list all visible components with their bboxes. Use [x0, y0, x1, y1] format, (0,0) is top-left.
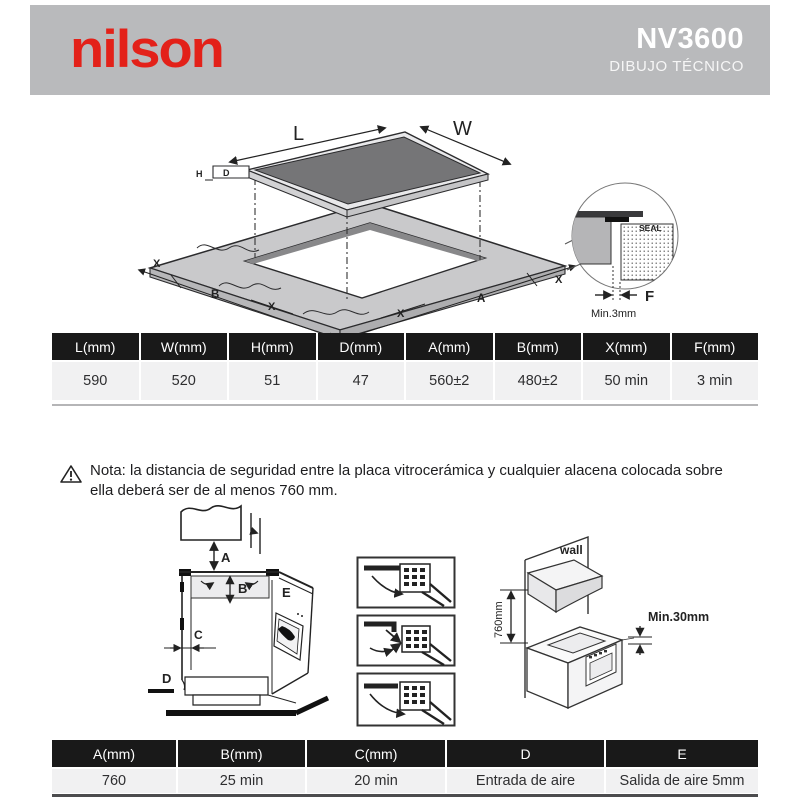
dimension-value: 480±2: [495, 362, 582, 400]
glass-section: [571, 211, 643, 217]
vent-detail-3: [356, 672, 456, 727]
dimension-label-a: A: [477, 293, 486, 305]
dimension-value: 560±2: [406, 362, 493, 400]
vent-detail-column: [356, 556, 456, 727]
seal-detail-drawing: [563, 178, 695, 326]
column-header: D: [447, 740, 604, 767]
clearance-label-x: X: [153, 258, 161, 270]
oven-installation-drawing: [146, 498, 351, 726]
header-right: [609, 24, 744, 75]
dimension-value: 47: [318, 362, 405, 400]
column-header: F(mm): [672, 333, 759, 360]
dimension-value: 51: [229, 362, 316, 400]
seal-label: SEAL: [639, 223, 662, 233]
table-divider: [52, 404, 758, 406]
wall-label: wall: [560, 543, 583, 557]
column-header: X(mm): [583, 333, 670, 360]
column-header: E: [606, 740, 758, 767]
min-clearance-label: Min.30mm: [648, 610, 710, 624]
clearance-label-x: X: [555, 274, 563, 286]
vent-detail-2: [356, 614, 456, 667]
installation-value: 20 min: [307, 769, 445, 793]
header-bar: [30, 5, 770, 95]
hob-body-section: [571, 217, 611, 264]
vent-detail-1: [356, 556, 456, 609]
table-divider: [52, 794, 758, 797]
safety-note-line1: Nota: la distancia de seguridad entre la placa vitrocerámica y cualquier alacena colocada sobre: [90, 462, 723, 479]
clearance-label-x: X: [397, 308, 405, 320]
gap-label-f: F: [645, 288, 655, 305]
hob-cutout-drawing: [135, 118, 595, 333]
dimension-value: 520: [141, 362, 228, 400]
dimension-label-h: H: [196, 169, 203, 179]
dimension-label-l: L: [293, 123, 305, 145]
install-label-c: C: [194, 628, 203, 642]
height-dimension-label: 760mm: [493, 601, 505, 638]
model-number: NV3600: [636, 23, 744, 56]
warning-icon: [60, 464, 82, 484]
column-header: W(mm): [141, 333, 228, 360]
column-header: B(mm): [495, 333, 582, 360]
seal-strip: [605, 217, 629, 222]
installation-value: Salida de aire 5mm: [606, 769, 758, 793]
dimension-value: 590: [52, 362, 139, 400]
column-header: H(mm): [229, 333, 316, 360]
column-header: A(mm): [406, 333, 493, 360]
dimensions-table: [52, 333, 758, 400]
dimension-label-w: W: [453, 118, 472, 140]
min-gap-label: Min.3mm: [591, 308, 637, 320]
install-label-a: A: [221, 550, 231, 565]
install-label-e: E: [282, 585, 291, 600]
air-inlet-mark: [148, 689, 174, 693]
installation-value: 25 min: [178, 769, 305, 793]
dimension-label-d: D: [223, 168, 230, 178]
document-type-label: DIBUJO TÉCNICO: [609, 58, 744, 76]
column-header: D(mm): [318, 333, 405, 360]
installation-value: 760: [52, 769, 176, 793]
dimension-label-b: B: [211, 289, 220, 301]
safety-note-line2: ella deberá ser de al menos 760 mm.: [90, 481, 338, 499]
installation-value: Entrada de aire: [447, 769, 604, 793]
install-label-d: D: [162, 671, 172, 686]
column-header: B(mm): [178, 740, 305, 767]
column-header: C(mm): [307, 740, 445, 767]
dimension-value: 50 min: [583, 362, 670, 400]
column-header: A(mm): [52, 740, 176, 767]
clearance-label-x: X: [268, 301, 276, 313]
dimension-value: 3 min: [672, 362, 759, 400]
installation-table: [52, 740, 758, 793]
brand-logo: nilson: [70, 18, 223, 78]
column-header: L(mm): [52, 333, 139, 360]
install-label-b: B: [238, 581, 248, 596]
safety-note: [90, 461, 770, 501]
wall-clearance-drawing: [488, 526, 728, 738]
